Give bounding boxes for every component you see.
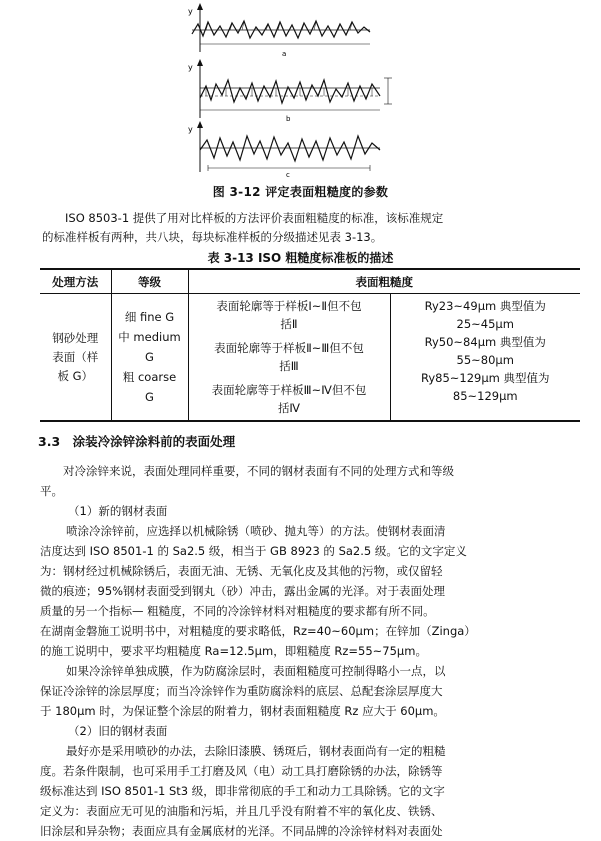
- profile-panel-a: [188, 3, 370, 58]
- description-line: 括Ⅳ: [277, 401, 301, 415]
- body-line: 质量的另一个指标— 粗糙度，不同的冷涂锌材料对粗糙度的要求都有所不同。: [40, 604, 435, 618]
- grade-line: 细 fine G: [124, 310, 175, 324]
- body-line: 喷涂冷涂锌前，应选择以机械除锈（喷砂、抛丸等）的方法。使钢材表面清: [66, 524, 446, 538]
- body-line: 最好亦是采用喷砂的办法，去除旧漆膜、锈斑后，钢材表面尚有一定的粗糙: [66, 744, 446, 758]
- description-line: 表面轮廓等于样板Ⅲ~Ⅳ但不包: [211, 383, 367, 397]
- body-line: 旧涂层和异杂物；表面应具有金属底材的光泽。不同品牌的冷涂锌材料对表面处: [40, 824, 443, 838]
- body-line: 为：钢材经过机械除锈后，表面无油、无锈、无氧化皮及其他的污物，或仅留轻: [40, 564, 443, 578]
- roughness-line: Ry50~84μm 典型值为 55~80μm: [424, 335, 546, 367]
- figure-caption: 图 3-12 评定表面粗糙度的参数: [212, 185, 389, 199]
- profile-panel-b: [188, 59, 392, 123]
- body-line: 如果冷涂锌单独成膜，作为防腐涂层时，表面粗糙度可控制得略小一点，以: [66, 664, 446, 678]
- method-line: 钢砂处理: [52, 330, 99, 345]
- panel-label-a: a: [282, 50, 287, 58]
- header-roughness: 表面粗糙度: [188, 269, 580, 294]
- grade-line: G: [145, 350, 154, 364]
- body-line: 定义为：表面应无可见的油脂和污垢，并且几乎没有附着不牢的氧化皮、铁锈、: [40, 804, 443, 818]
- section-heading: 3.3 涂装冷涂锌涂料前的表面处理: [38, 434, 236, 449]
- description-line: 表面轮廓等于样板Ⅰ~Ⅱ但不包: [216, 299, 362, 313]
- body-line: 在湖南金磐施工说明书中，对粗糙度的要求略低，Rz=40~60μm；在锌加（Zinga）: [40, 624, 476, 638]
- method-cell: [40, 294, 111, 422]
- body-line: 级标准达到 ISO 8501-1 St3 级，即非常彻底的手工和动力工具除锈。它的文字: [40, 784, 445, 798]
- header-method: 处理方法: [40, 269, 111, 294]
- table-header-row: [40, 269, 580, 294]
- panel-label-c: c: [286, 171, 290, 178]
- method-line: 表面（样: [52, 349, 99, 364]
- axis-label-y-a: y: [188, 7, 193, 16]
- description-item: [193, 336, 386, 378]
- section-body: [40, 461, 585, 841]
- roughness-standard-table: [40, 268, 580, 422]
- roughness-profile-figure: [170, 0, 430, 178]
- header-grade: 等级: [111, 269, 188, 294]
- description-line: 括Ⅱ: [280, 317, 298, 331]
- body-line: 的施工说明中，要求平均粗糙度 Ra=12.5μm，即粗糙度 Rz=55~75μm。: [40, 644, 427, 658]
- body-line: 平。: [40, 484, 63, 498]
- panel-label-b: b: [286, 115, 291, 123]
- roughness-line: 85~129μm: [452, 389, 518, 403]
- description-line: 括Ⅲ: [279, 359, 299, 373]
- description-item: [193, 294, 386, 336]
- body-line: 微的痕迹；95%钢材表面受到钢丸（砂）冲击，露出金属的光泽。对于表面处理: [40, 584, 446, 598]
- description-cell: [188, 294, 390, 422]
- body-line: 对冷涂锌来说，表面处理同样重要，不同的钢材表面有不同的处理方式和等级: [63, 464, 454, 478]
- table-caption: 表 3-13 ISO 粗糙度标准板的描述: [207, 251, 394, 265]
- body-line: 洁度达到 ISO 8501-1 的 Sa2.5 级，相当于 GB 8923 的 Sa2.5 级。它的文字定义: [40, 544, 467, 558]
- table-row: [40, 294, 580, 422]
- grade-cell: [111, 294, 188, 422]
- roughness-line: Ry23~49μm 典型值为 25~45μm: [424, 299, 546, 331]
- description-item: [193, 378, 386, 420]
- body-line: 度。若条件限制，也可采用手工打磨及风（电）动工具打磨除锈的办法，除锈等: [40, 764, 443, 778]
- roughness-line: Ry85~129μm 典型值为: [420, 371, 550, 385]
- intro-line: 的标准样板有两种，共八块，每块标准样板的分级描述见表 3-13。: [42, 230, 383, 244]
- axis-label-y-b: y: [188, 63, 193, 72]
- body-line: 保证冷涂锌的涂层厚度；而当冷涂锌作为重防腐涂料的底层、总配套涂层厚度大: [40, 684, 443, 698]
- roughness-cell: [390, 294, 580, 422]
- subheading-old-steel: （2）旧的钢材表面: [68, 724, 168, 738]
- subheading-new-steel: （1）新的钢材表面: [68, 504, 168, 518]
- intro-paragraph: [42, 209, 582, 247]
- method-line: 板 G）: [57, 368, 94, 383]
- axis-label-y-c: y: [188, 125, 193, 134]
- description-line: 表面轮廓等于样板Ⅱ~Ⅲ但不包: [214, 341, 364, 355]
- grade-line: 中 medium: [118, 330, 181, 344]
- body-line: 于 180μm 时，为保证整个涂层的附着力，钢材表面粗糙度 Rz 应大于 60μm。: [40, 704, 445, 718]
- profile-panel-c: [188, 121, 380, 178]
- grade-line: G: [145, 390, 154, 404]
- intro-line: ISO 8503-1 提供了用对比样板的方法评价表面粗糙度的标准，该标准规定: [65, 211, 444, 225]
- grade-line: 粗 coarse: [122, 370, 177, 384]
